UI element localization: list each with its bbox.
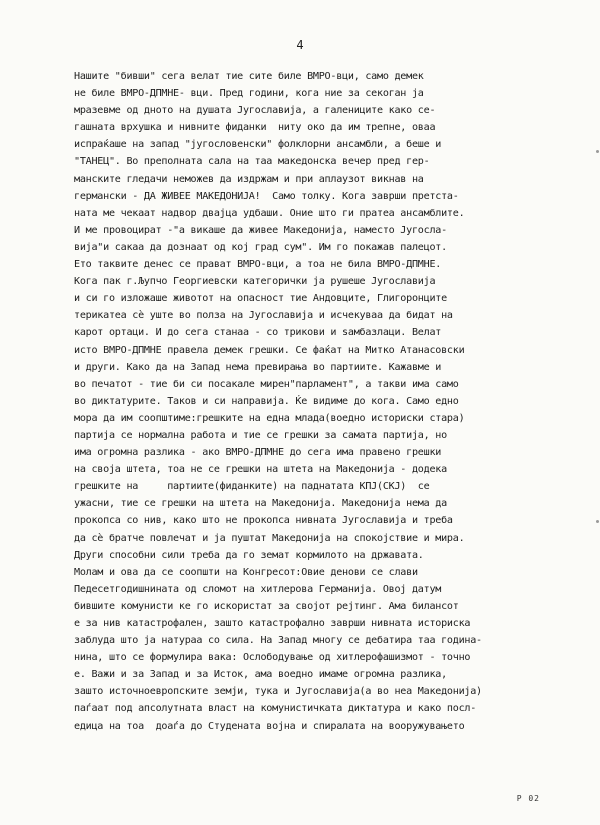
text-line: паѓаат под апсолутната власт на комунистичката диктатура и како посл- (74, 703, 477, 715)
text-line: ната ме чекаат надвор двајца удбаши. Оние што ги пратеа ансамблите. (74, 207, 465, 219)
text-line: прокопса со нив, како што не прокопса нивната Југославија и треба (74, 515, 453, 527)
text-line: не биле ВМРО-ДПМНЕ- вци. Пред години, кога ние за секоган ја (74, 88, 424, 100)
text-line: грешките на партиите(фиданките) на паднатата КПЈ(СКЈ) се (74, 481, 430, 493)
text-line: едица на тоа доаѓа до Студената војна и спиралата на вооружувањето (74, 720, 465, 732)
text-line: Нашите "бивши" сега велат тие сите биле ВМРО-вци, само демек (74, 71, 424, 82)
text-line: гашната врхушка и нивните фиданки ниту око да им трепне, оваа (74, 122, 436, 134)
text-line: Ето таквите денес се прават ВМРО-вци, а тоа не била ВМРО-ДПМНЕ. (74, 259, 442, 271)
scan-speck (596, 150, 599, 153)
text-line: германски - ДА ЖИВЕЕ МАКЕДОНИЈА! Само толку. Кога заврши претста- (74, 190, 459, 202)
text-line: бившите комунисти ке го искористат за својот рејтинг. Ама билансот (74, 600, 459, 612)
text-line: Кога пак г.Љупчо Георгиевски категорички ја рушеше Југославија (74, 276, 436, 288)
text-line: е за нив катастрофален, зашто катастрофално заврши нивната историска (74, 618, 471, 629)
text-line: нина, што се формулира вака: Ослободување од хитлерофашизмот - точно (74, 652, 471, 664)
text-line: И ме провоцират -"а викаше да живее Македонија, наместо Југосла- (74, 224, 447, 236)
text-line: и други. Како да на Запад нема превирања во партиите. Кажавме и (74, 361, 442, 373)
text-line: "ТАНЕЦ". Во преполната сала на таа македонска вечер пред гер- (74, 156, 430, 168)
text-line: испраќаше на запад "југословенски" фолклорни ансамбли, а беше и (74, 139, 442, 151)
text-line: манските гледачи неможев да издржам и при аплаузот викнав на (74, 173, 424, 185)
text-line: заблуда што ја натураа со сила. На Запад многу се дебатира таа година- (74, 635, 482, 647)
text-line: Педесетгодишнината од сломот на хитлерова Германија. Овој датум (74, 583, 442, 595)
text-line: Молам и ова да се соопшти на Конгресот:Овие денови се слави (74, 566, 418, 578)
text-line: во печатот - тие би си посакале мирен"парламент", а такви има само (74, 378, 459, 390)
footer-code: P 02 (516, 794, 540, 803)
text-line: има огромна разлика - ако ВМРО-ДПМНЕ до сега има правено грешки (74, 447, 442, 459)
text-line: да сѐ братче повлечат и ја пуштат Македонија на спокојствие и мира. (74, 532, 465, 544)
text-line: е. Важи и за Запад и за Исток, ама воедно имаме огромна разлика, (74, 669, 447, 681)
text-line: вија"и сакаа да дознаат од кој град сум". Им го покажав палецот. (74, 241, 447, 253)
scan-speck (596, 520, 599, 523)
text-line: терикатеа сѐ уште во полза на Југославија и исчекуваа да бидат на (74, 310, 453, 322)
text-line: исто ВМРО-ДПМНЕ правела демек грешки. Се фаќат на Митко Атанасовски (74, 344, 465, 356)
text-line: мора да им соопштиме:грешките на една млада(воедно историски стара) (74, 412, 465, 424)
text-line: мразевме од дното на душата Југославија, а галениците како се- (74, 105, 436, 117)
body-text (74, 68, 574, 735)
text-line: Други способни сили треба да го земат кормилото на државата. (74, 549, 424, 561)
text-line: зашто источноевропските земји, тука и Југославија(а во неа Македонија) (74, 686, 482, 698)
text-line: ужасни, тие се грешки на штета на Македонија. Македонија нема да (74, 498, 447, 510)
text-line: на своја штета, тоа не се грешки на штета на Македонија - додека (74, 464, 447, 476)
text-line: карот ортаци. И до сега станаа - со трикови и ѕамбазлаци. Велат (74, 327, 442, 339)
page-number: 4 (296, 38, 304, 52)
text-line: во диктатурите. Таков и си направија. Ќе видиме до кога. Само едно (74, 395, 459, 407)
text-line: и си го изложаше животот на опасност тие Андовците, Глигоронците (74, 293, 447, 305)
text-line: партија се нормална работа и тие се грешки за самата партија, но (74, 429, 447, 441)
